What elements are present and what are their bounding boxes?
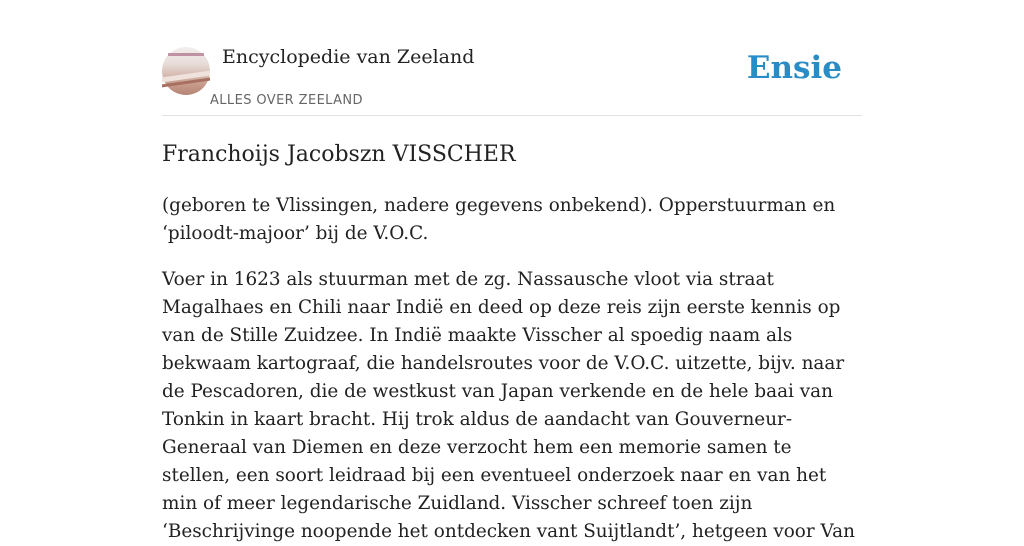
- site-avatar[interactable]: [162, 47, 210, 95]
- site-tagline: ALLES OVER ZEELAND: [210, 93, 363, 108]
- avatar-detail: [168, 53, 204, 56]
- article-paragraph: (geboren te Vlissingen, nadere gegevens onbekend). Opperstuurman en ‘piloodt-majoor’ bij de V.O.C.: [162, 195, 836, 244]
- article-title: Franchoijs Jacobszn VISSCHER: [162, 142, 516, 167]
- article: [162, 140, 862, 546]
- ensie-logo[interactable]: Ensie: [746, 50, 842, 86]
- site-header: [162, 0, 862, 116]
- site-name[interactable]: Encyclopedie van Zeeland: [222, 46, 475, 68]
- article-paragraph: Voer in 1623 als stuurman met de zg. Nassausche vloot via straat Magalhaes en Chili naar Indië en deed op deze reis zijn eerste kennis op van de Stille Zuidzee. In Indië maakte Visscher al spoedig naam als bekwaam kartograaf, die handelsroutes voor de V.O.C. uitzette, bijv. naar de Pescadoren, die de westkust van Japan verkende en de hele baai van Tonkin in kaart bracht. Hij trok aldus de aandacht van Gouverneur-Generaal van Diemen en deze verzocht hem een memorie samen te stellen, een soort leidraad bij een eventueel onderzoek naar en van het min of meer legendarische Zuidland. Visscher schreef toen zijn ‘Beschrijvinge noopende het ontdecken vant Suijtlandt’, hetgeen voor Van: [162, 269, 855, 542]
